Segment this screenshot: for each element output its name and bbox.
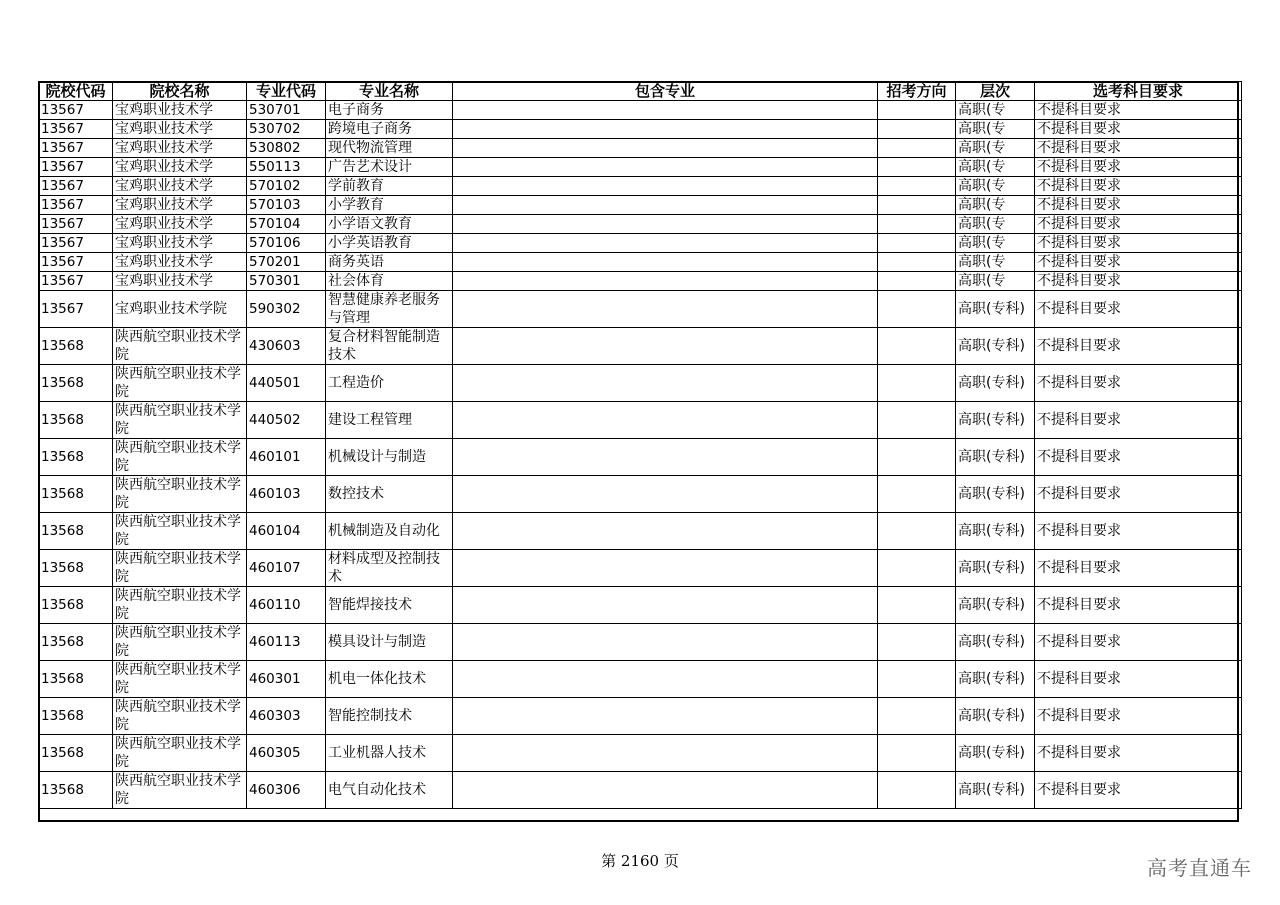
cell-subject-requirement: 不提科目要求 bbox=[1035, 234, 1242, 253]
cell-included-majors bbox=[453, 587, 878, 624]
cell-included-majors bbox=[453, 513, 878, 550]
table-row bbox=[39, 476, 1242, 513]
cell-direction bbox=[878, 698, 956, 735]
cell-level: 高职(专科) bbox=[956, 698, 1035, 735]
cell-school-code: 13568 bbox=[39, 328, 113, 365]
page-number: 第 2160 页 bbox=[601, 852, 679, 870]
cell-major-code: 460101 bbox=[247, 439, 326, 476]
cell-level: 高职(专 bbox=[956, 158, 1035, 177]
cell-major-code: 440501 bbox=[247, 365, 326, 402]
cell-subject-requirement: 不提科目要求 bbox=[1035, 120, 1242, 139]
table-row bbox=[39, 587, 1242, 624]
cell-level: 高职(专科) bbox=[956, 476, 1035, 513]
cell-subject-requirement: 不提科目要求 bbox=[1035, 139, 1242, 158]
cell-school-code: 13568 bbox=[39, 624, 113, 661]
cell-direction bbox=[878, 550, 956, 587]
cell-included-majors bbox=[453, 402, 878, 439]
cell-school-code: 13568 bbox=[39, 772, 113, 809]
cell-school-code: 13568 bbox=[39, 513, 113, 550]
cell-school-code: 13568 bbox=[39, 402, 113, 439]
cell-school-code: 13567 bbox=[39, 272, 113, 291]
cell-school-name: 陕西航空职业技术学院 bbox=[113, 772, 247, 809]
cell-level: 高职(专 bbox=[956, 120, 1035, 139]
cell-direction bbox=[878, 365, 956, 402]
cell-school-code: 13567 bbox=[39, 177, 113, 196]
cell-major-code: 530701 bbox=[247, 101, 326, 120]
cell-level: 高职(专科) bbox=[956, 735, 1035, 772]
cell-school-code: 13567 bbox=[39, 196, 113, 215]
cell-level: 高职(专科) bbox=[956, 624, 1035, 661]
cell-major-name: 商务英语 bbox=[326, 253, 453, 272]
cell-school-code: 13568 bbox=[39, 550, 113, 587]
cell-major-code: 430603 bbox=[247, 328, 326, 365]
cell-subject-requirement: 不提科目要求 bbox=[1035, 587, 1242, 624]
cell-subject-requirement: 不提科目要求 bbox=[1035, 550, 1242, 587]
cell-subject-requirement: 不提科目要求 bbox=[1035, 328, 1242, 365]
cell-level: 高职(专科) bbox=[956, 772, 1035, 809]
cell-school-code: 13567 bbox=[39, 120, 113, 139]
cell-included-majors bbox=[453, 328, 878, 365]
cell-school-name: 宝鸡职业技术学 bbox=[113, 253, 247, 272]
header-major-code: 专业代码 bbox=[247, 82, 326, 101]
cell-subject-requirement: 不提科目要求 bbox=[1035, 698, 1242, 735]
cell-school-name: 陕西航空职业技术学院 bbox=[113, 476, 247, 513]
header-included-majors: 包含专业 bbox=[453, 82, 878, 101]
cell-school-name: 宝鸡职业技术学 bbox=[113, 139, 247, 158]
cell-school-code: 13567 bbox=[39, 158, 113, 177]
cell-direction bbox=[878, 101, 956, 120]
cell-major-name: 学前教育 bbox=[326, 177, 453, 196]
cell-direction bbox=[878, 513, 956, 550]
cell-included-majors bbox=[453, 234, 878, 253]
cell-subject-requirement: 不提科目要求 bbox=[1035, 772, 1242, 809]
cell-major-code: 460306 bbox=[247, 772, 326, 809]
cell-included-majors bbox=[453, 272, 878, 291]
cell-school-name: 宝鸡职业技术学 bbox=[113, 234, 247, 253]
cell-school-code: 13568 bbox=[39, 587, 113, 624]
cell-major-name: 广告艺术设计 bbox=[326, 158, 453, 177]
cell-school-code: 13567 bbox=[39, 234, 113, 253]
cell-major-name: 数控技术 bbox=[326, 476, 453, 513]
cell-major-name: 工程造价 bbox=[326, 365, 453, 402]
cell-school-name: 陕西航空职业技术学院 bbox=[113, 402, 247, 439]
admissions-table-container bbox=[38, 81, 1242, 809]
cell-level: 高职(专 bbox=[956, 139, 1035, 158]
cell-included-majors bbox=[453, 439, 878, 476]
cell-school-code: 13567 bbox=[39, 139, 113, 158]
cell-direction bbox=[878, 328, 956, 365]
cell-school-code: 13568 bbox=[39, 365, 113, 402]
header-school-name: 院校名称 bbox=[113, 82, 247, 101]
cell-major-name: 机械制造及自动化 bbox=[326, 513, 453, 550]
cell-school-name: 宝鸡职业技术学 bbox=[113, 101, 247, 120]
cell-school-code: 13568 bbox=[39, 735, 113, 772]
cell-level: 高职(专 bbox=[956, 196, 1035, 215]
cell-school-code: 13568 bbox=[39, 698, 113, 735]
cell-major-code: 440502 bbox=[247, 402, 326, 439]
cell-school-name: 陕西航空职业技术学院 bbox=[113, 439, 247, 476]
cell-included-majors bbox=[453, 735, 878, 772]
cell-major-name: 现代物流管理 bbox=[326, 139, 453, 158]
cell-major-code: 570104 bbox=[247, 215, 326, 234]
cell-major-code: 550113 bbox=[247, 158, 326, 177]
cell-level: 高职(专 bbox=[956, 272, 1035, 291]
cell-school-name: 陕西航空职业技术学院 bbox=[113, 661, 247, 698]
cell-included-majors bbox=[453, 215, 878, 234]
cell-included-majors bbox=[453, 253, 878, 272]
table-row bbox=[39, 513, 1242, 550]
cell-direction bbox=[878, 234, 956, 253]
header-major-name: 专业名称 bbox=[326, 82, 453, 101]
cell-school-name: 宝鸡职业技术学院 bbox=[113, 291, 247, 328]
cell-direction bbox=[878, 215, 956, 234]
table-row bbox=[39, 402, 1242, 439]
cell-level: 高职(专科) bbox=[956, 513, 1035, 550]
cell-subject-requirement: 不提科目要求 bbox=[1035, 624, 1242, 661]
cell-level: 高职(专 bbox=[956, 253, 1035, 272]
cell-subject-requirement: 不提科目要求 bbox=[1035, 402, 1242, 439]
cell-subject-requirement: 不提科目要求 bbox=[1035, 253, 1242, 272]
cell-included-majors bbox=[453, 550, 878, 587]
cell-included-majors bbox=[453, 177, 878, 196]
cell-major-name: 智慧健康养老服务与管理 bbox=[326, 291, 453, 328]
cell-direction bbox=[878, 735, 956, 772]
cell-direction bbox=[878, 272, 956, 291]
cell-major-name: 电气自动化技术 bbox=[326, 772, 453, 809]
cell-major-code: 460301 bbox=[247, 661, 326, 698]
cell-included-majors bbox=[453, 476, 878, 513]
cell-direction bbox=[878, 772, 956, 809]
cell-major-code: 570201 bbox=[247, 253, 326, 272]
cell-included-majors bbox=[453, 196, 878, 215]
cell-level: 高职(专科) bbox=[956, 587, 1035, 624]
cell-major-code: 460104 bbox=[247, 513, 326, 550]
cell-major-name: 社会体育 bbox=[326, 272, 453, 291]
header-direction: 招考方向 bbox=[878, 82, 956, 101]
cell-subject-requirement: 不提科目要求 bbox=[1035, 661, 1242, 698]
cell-major-name: 智能控制技术 bbox=[326, 698, 453, 735]
table-row bbox=[39, 735, 1242, 772]
table-row bbox=[39, 196, 1242, 215]
cell-school-code: 13567 bbox=[39, 291, 113, 328]
table-row bbox=[39, 365, 1242, 402]
cell-included-majors bbox=[453, 698, 878, 735]
cell-major-code: 460303 bbox=[247, 698, 326, 735]
cell-school-name: 陕西航空职业技术学院 bbox=[113, 328, 247, 365]
cell-subject-requirement: 不提科目要求 bbox=[1035, 158, 1242, 177]
cell-school-name: 陕西航空职业技术学院 bbox=[113, 550, 247, 587]
cell-level: 高职(专科) bbox=[956, 328, 1035, 365]
cell-major-name: 小学英语教育 bbox=[326, 234, 453, 253]
admissions-table bbox=[38, 81, 1242, 809]
cell-included-majors bbox=[453, 772, 878, 809]
cell-major-name: 建设工程管理 bbox=[326, 402, 453, 439]
cell-direction bbox=[878, 291, 956, 328]
cell-subject-requirement: 不提科目要求 bbox=[1035, 439, 1242, 476]
cell-subject-requirement: 不提科目要求 bbox=[1035, 101, 1242, 120]
cell-level: 高职(专 bbox=[956, 101, 1035, 120]
cell-major-name: 复合材料智能制造技术 bbox=[326, 328, 453, 365]
cell-major-name: 跨境电子商务 bbox=[326, 120, 453, 139]
cell-level: 高职(专科) bbox=[956, 439, 1035, 476]
cell-level: 高职(专科) bbox=[956, 550, 1035, 587]
cell-included-majors bbox=[453, 120, 878, 139]
cell-direction bbox=[878, 158, 956, 177]
table-row bbox=[39, 624, 1242, 661]
cell-major-code: 570103 bbox=[247, 196, 326, 215]
cell-school-code: 13567 bbox=[39, 215, 113, 234]
cell-major-code: 460107 bbox=[247, 550, 326, 587]
cell-direction bbox=[878, 439, 956, 476]
cell-school-name: 宝鸡职业技术学 bbox=[113, 272, 247, 291]
cell-subject-requirement: 不提科目要求 bbox=[1035, 476, 1242, 513]
cell-included-majors bbox=[453, 291, 878, 328]
table-body bbox=[39, 101, 1242, 809]
watermark-text: 高考直通车 bbox=[1147, 856, 1252, 880]
table-row bbox=[39, 158, 1242, 177]
table-row bbox=[39, 177, 1242, 196]
cell-direction bbox=[878, 476, 956, 513]
cell-major-code: 460110 bbox=[247, 587, 326, 624]
cell-school-code: 13568 bbox=[39, 476, 113, 513]
cell-included-majors bbox=[453, 158, 878, 177]
cell-major-name: 机械设计与制造 bbox=[326, 439, 453, 476]
cell-school-code: 13568 bbox=[39, 439, 113, 476]
cell-major-name: 小学语文教育 bbox=[326, 215, 453, 234]
cell-subject-requirement: 不提科目要求 bbox=[1035, 177, 1242, 196]
cell-subject-requirement: 不提科目要求 bbox=[1035, 196, 1242, 215]
cell-included-majors bbox=[453, 365, 878, 402]
table-row bbox=[39, 328, 1242, 365]
cell-direction bbox=[878, 402, 956, 439]
cell-school-name: 宝鸡职业技术学 bbox=[113, 196, 247, 215]
cell-school-name: 陕西航空职业技术学院 bbox=[113, 624, 247, 661]
cell-major-name: 模具设计与制造 bbox=[326, 624, 453, 661]
cell-major-name: 材料成型及控制技术 bbox=[326, 550, 453, 587]
cell-major-code: 570102 bbox=[247, 177, 326, 196]
cell-subject-requirement: 不提科目要求 bbox=[1035, 291, 1242, 328]
cell-included-majors bbox=[453, 101, 878, 120]
cell-level: 高职(专科) bbox=[956, 291, 1035, 328]
header-school-code: 院校代码 bbox=[39, 82, 113, 101]
cell-level: 高职(专 bbox=[956, 234, 1035, 253]
cell-major-name: 小学教育 bbox=[326, 196, 453, 215]
cell-major-code: 530802 bbox=[247, 139, 326, 158]
cell-direction bbox=[878, 587, 956, 624]
table-row bbox=[39, 661, 1242, 698]
cell-subject-requirement: 不提科目要求 bbox=[1035, 735, 1242, 772]
table-row bbox=[39, 291, 1242, 328]
cell-included-majors bbox=[453, 139, 878, 158]
cell-major-code: 530702 bbox=[247, 120, 326, 139]
cell-level: 高职(专科) bbox=[956, 402, 1035, 439]
cell-level: 高职(专科) bbox=[956, 365, 1035, 402]
cell-subject-requirement: 不提科目要求 bbox=[1035, 215, 1242, 234]
table-row bbox=[39, 698, 1242, 735]
table-row bbox=[39, 120, 1242, 139]
table-row bbox=[39, 550, 1242, 587]
cell-direction bbox=[878, 139, 956, 158]
cell-included-majors bbox=[453, 661, 878, 698]
cell-school-code: 13568 bbox=[39, 661, 113, 698]
cell-major-code: 590302 bbox=[247, 291, 326, 328]
table-row bbox=[39, 215, 1242, 234]
cell-subject-requirement: 不提科目要求 bbox=[1035, 365, 1242, 402]
cell-major-name: 工业机器人技术 bbox=[326, 735, 453, 772]
cell-major-code: 570106 bbox=[247, 234, 326, 253]
cell-major-code: 460305 bbox=[247, 735, 326, 772]
header-level: 层次 bbox=[956, 82, 1035, 101]
cell-major-code: 570301 bbox=[247, 272, 326, 291]
cell-included-majors bbox=[453, 624, 878, 661]
cell-major-name: 智能焊接技术 bbox=[326, 587, 453, 624]
header-subject-requirement: 选考科目要求 bbox=[1035, 82, 1242, 101]
table-row bbox=[39, 253, 1242, 272]
table-row bbox=[39, 139, 1242, 158]
cell-major-name: 电子商务 bbox=[326, 101, 453, 120]
cell-direction bbox=[878, 624, 956, 661]
cell-level: 高职(专 bbox=[956, 215, 1035, 234]
cell-direction bbox=[878, 661, 956, 698]
table-row bbox=[39, 234, 1242, 253]
cell-direction bbox=[878, 253, 956, 272]
table-header-row bbox=[39, 82, 1242, 101]
cell-school-code: 13567 bbox=[39, 101, 113, 120]
table-row bbox=[39, 101, 1242, 120]
cell-major-name: 机电一体化技术 bbox=[326, 661, 453, 698]
cell-school-name: 宝鸡职业技术学 bbox=[113, 215, 247, 234]
cell-level: 高职(专科) bbox=[956, 661, 1035, 698]
cell-school-name: 宝鸡职业技术学 bbox=[113, 158, 247, 177]
cell-major-code: 460113 bbox=[247, 624, 326, 661]
cell-subject-requirement: 不提科目要求 bbox=[1035, 272, 1242, 291]
cell-school-name: 宝鸡职业技术学 bbox=[113, 120, 247, 139]
table-row bbox=[39, 272, 1242, 291]
cell-school-name: 陕西航空职业技术学院 bbox=[113, 513, 247, 550]
cell-school-name: 宝鸡职业技术学 bbox=[113, 177, 247, 196]
cell-direction bbox=[878, 177, 956, 196]
cell-school-code: 13567 bbox=[39, 253, 113, 272]
cell-school-name: 陕西航空职业技术学院 bbox=[113, 698, 247, 735]
cell-level: 高职(专 bbox=[956, 177, 1035, 196]
table-row bbox=[39, 439, 1242, 476]
cell-subject-requirement: 不提科目要求 bbox=[1035, 513, 1242, 550]
table-row bbox=[39, 772, 1242, 809]
cell-school-name: 陕西航空职业技术学院 bbox=[113, 365, 247, 402]
cell-direction bbox=[878, 120, 956, 139]
cell-direction bbox=[878, 196, 956, 215]
cell-school-name: 陕西航空职业技术学院 bbox=[113, 735, 247, 772]
cell-school-name: 陕西航空职业技术学院 bbox=[113, 587, 247, 624]
cell-major-code: 460103 bbox=[247, 476, 326, 513]
